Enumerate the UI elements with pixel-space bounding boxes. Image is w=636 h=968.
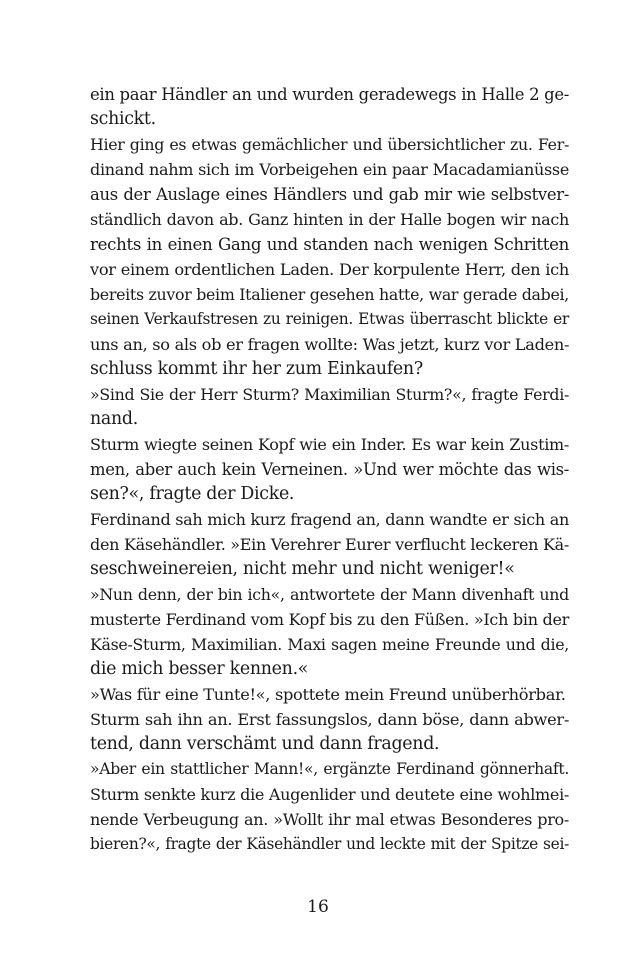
text-line: schickt. (90, 109, 156, 129)
text-line: die mich besser kennen.« (90, 659, 309, 679)
text-line: schluss kommt ihr her zum Einkaufen? (90, 359, 423, 379)
text-line: Sturm senkte kurz die Augenlider und deutete eine wohlmei- (90, 785, 569, 804)
text-line: Hier ging es etwas gemächlicher und übersichtlicher zu. Fer- (90, 135, 569, 154)
text-line: den Käsehändler. »Ein Verehrer Eurer verflucht leckeren Kä- (90, 535, 569, 554)
text-line: men, aber auch kein Verneinen. »Und wer möchte das wis- (90, 460, 569, 479)
text-line: aus der Auslage eines Händlers und gab mir wie selbstver- (90, 185, 569, 204)
text-line: »Aber ein stattlicher Mann!«, ergänzte Ferdinand gönnerhaft. (90, 760, 569, 778)
text-line: tend, dann verschämt und dann fragend. (90, 734, 440, 754)
text-line: sen?«, fragte der Dicke. (90, 484, 295, 504)
text-line: Sturm wiegte seinen Kopf wie ein Inder. Es war kein Zustim- (90, 435, 569, 454)
text-line: musterte Ferdinand vom Kopf bis zu den Füßen. »Ich bin der (90, 610, 569, 629)
text-line: Käse-Sturm, Maximilian. Maxi sagen meine Freunde und die, (90, 635, 569, 654)
text-line: »Sind Sie der Herr Sturm? Maximilian Sturm?«, fragte Ferdi- (90, 385, 569, 404)
text-line: dinand nahm sich im Vorbeigehen ein paar Macadamianüsse (90, 160, 569, 179)
text-line: uns an, so als ob er fragen wollte: Was jetzt, kurz vor Laden- (90, 335, 570, 354)
text-line: bereits zuvor beim Italiener gesehen hatte, war gerade dabei, (90, 285, 569, 304)
text-line: ständlich davon ab. Ganz hinten in der Halle bogen wir nach (90, 210, 569, 229)
text-line: rechts in einen Gang und standen nach wenigen Schritten (90, 235, 569, 254)
text-line: Ferdinand sah mich kurz fragend an, dann wandte er sich an (90, 510, 569, 529)
text-line: »Nun denn, der bin ich«, antwortete der Mann divenhaft und (90, 585, 569, 604)
text-line: seschweinereien, nicht mehr und nicht weniger!« (90, 559, 515, 579)
text-line: nende Verbeugung an. »Wollt ihr mal etwas Besonderes pro- (90, 810, 569, 829)
page-number: 16 (307, 897, 329, 917)
text-line: bieren?«, fragte der Käsehändler und leckte mit der Spitze sei- (90, 835, 569, 853)
text-line: »Was für eine Tunte!«, spottete mein Freund unüberhörbar. (90, 685, 566, 704)
text-line: seinen Verkaufstresen zu reinigen. Etwas überrascht blickte er (90, 310, 569, 328)
text-line: nand. (90, 409, 138, 429)
text-line: vor einem ordentlichen Laden. Der korpulente Herr, den ich (90, 260, 569, 279)
text-line: Sturm sah ihn an. Erst fassungslos, dann böse, dann abwer- (90, 710, 569, 729)
text-line: ein paar Händler an und wurden geradewegs in Halle 2 ge- (90, 85, 569, 104)
